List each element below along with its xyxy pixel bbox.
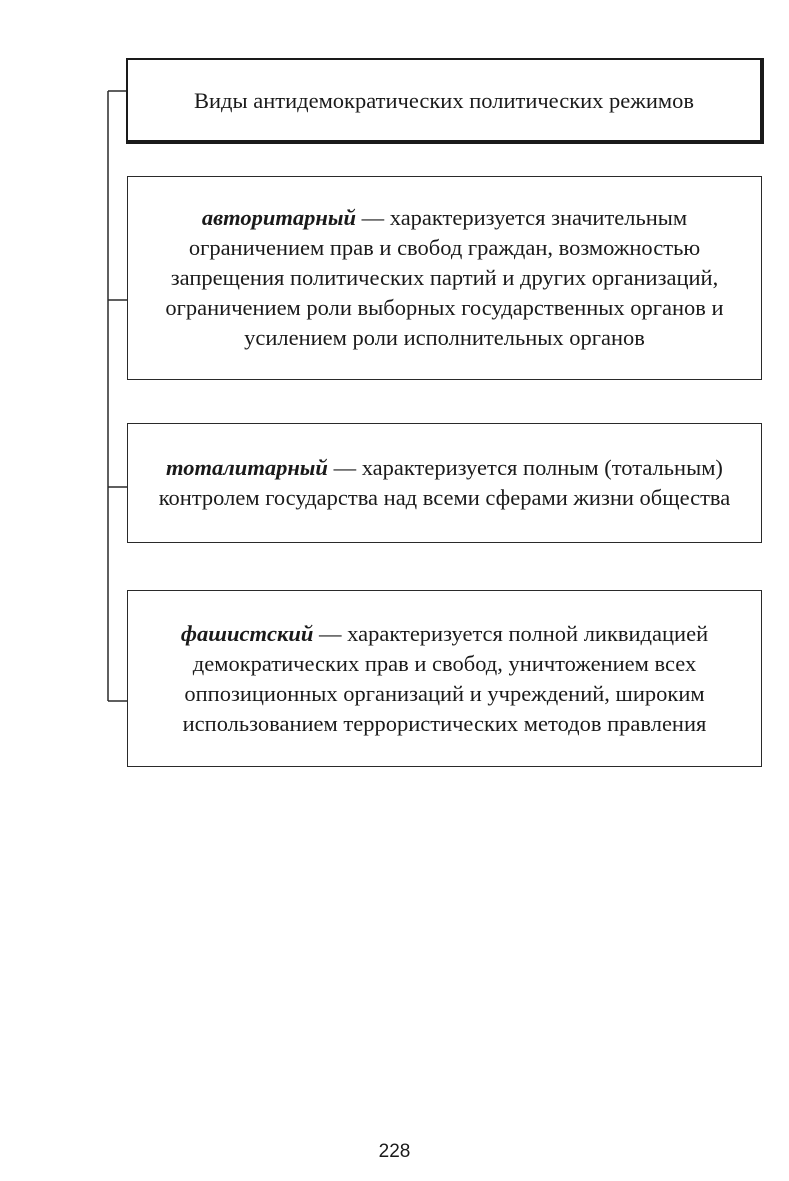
regime-text: [138, 453, 751, 513]
regime-term: тоталитарный: [166, 455, 328, 480]
regime-box-fascist: [127, 590, 762, 767]
diagram-title: Виды антидемократических политических режимов: [194, 87, 694, 113]
regime-term: авторитарный: [201, 205, 356, 230]
page-number: 228: [378, 1141, 411, 1162]
regime-box-totalitarian: [127, 423, 762, 543]
regime-text: [138, 619, 751, 739]
regime-description: — характеризуется полной ликвидацией демократических прав и свобод, уничтожением всех оппозиционных организаций и учреждений, широким использованием террористических методов правления: [182, 620, 709, 736]
regime-term: фашистский: [180, 620, 314, 646]
regime-description: — характеризуется значительным ограничением прав и свобод граждан, возможностью запрещения политических партий и других организаций, ограничением роли выборных государственных органов и усилением роли исполнительных органов: [165, 205, 724, 350]
diagram-title-box: [126, 58, 764, 144]
regime-text: [138, 203, 751, 353]
regime-description: — характеризуется полным (тотальным) контролем государства над всеми сферами жизни общества: [158, 455, 731, 510]
regime-box-authoritarian: [127, 176, 762, 380]
